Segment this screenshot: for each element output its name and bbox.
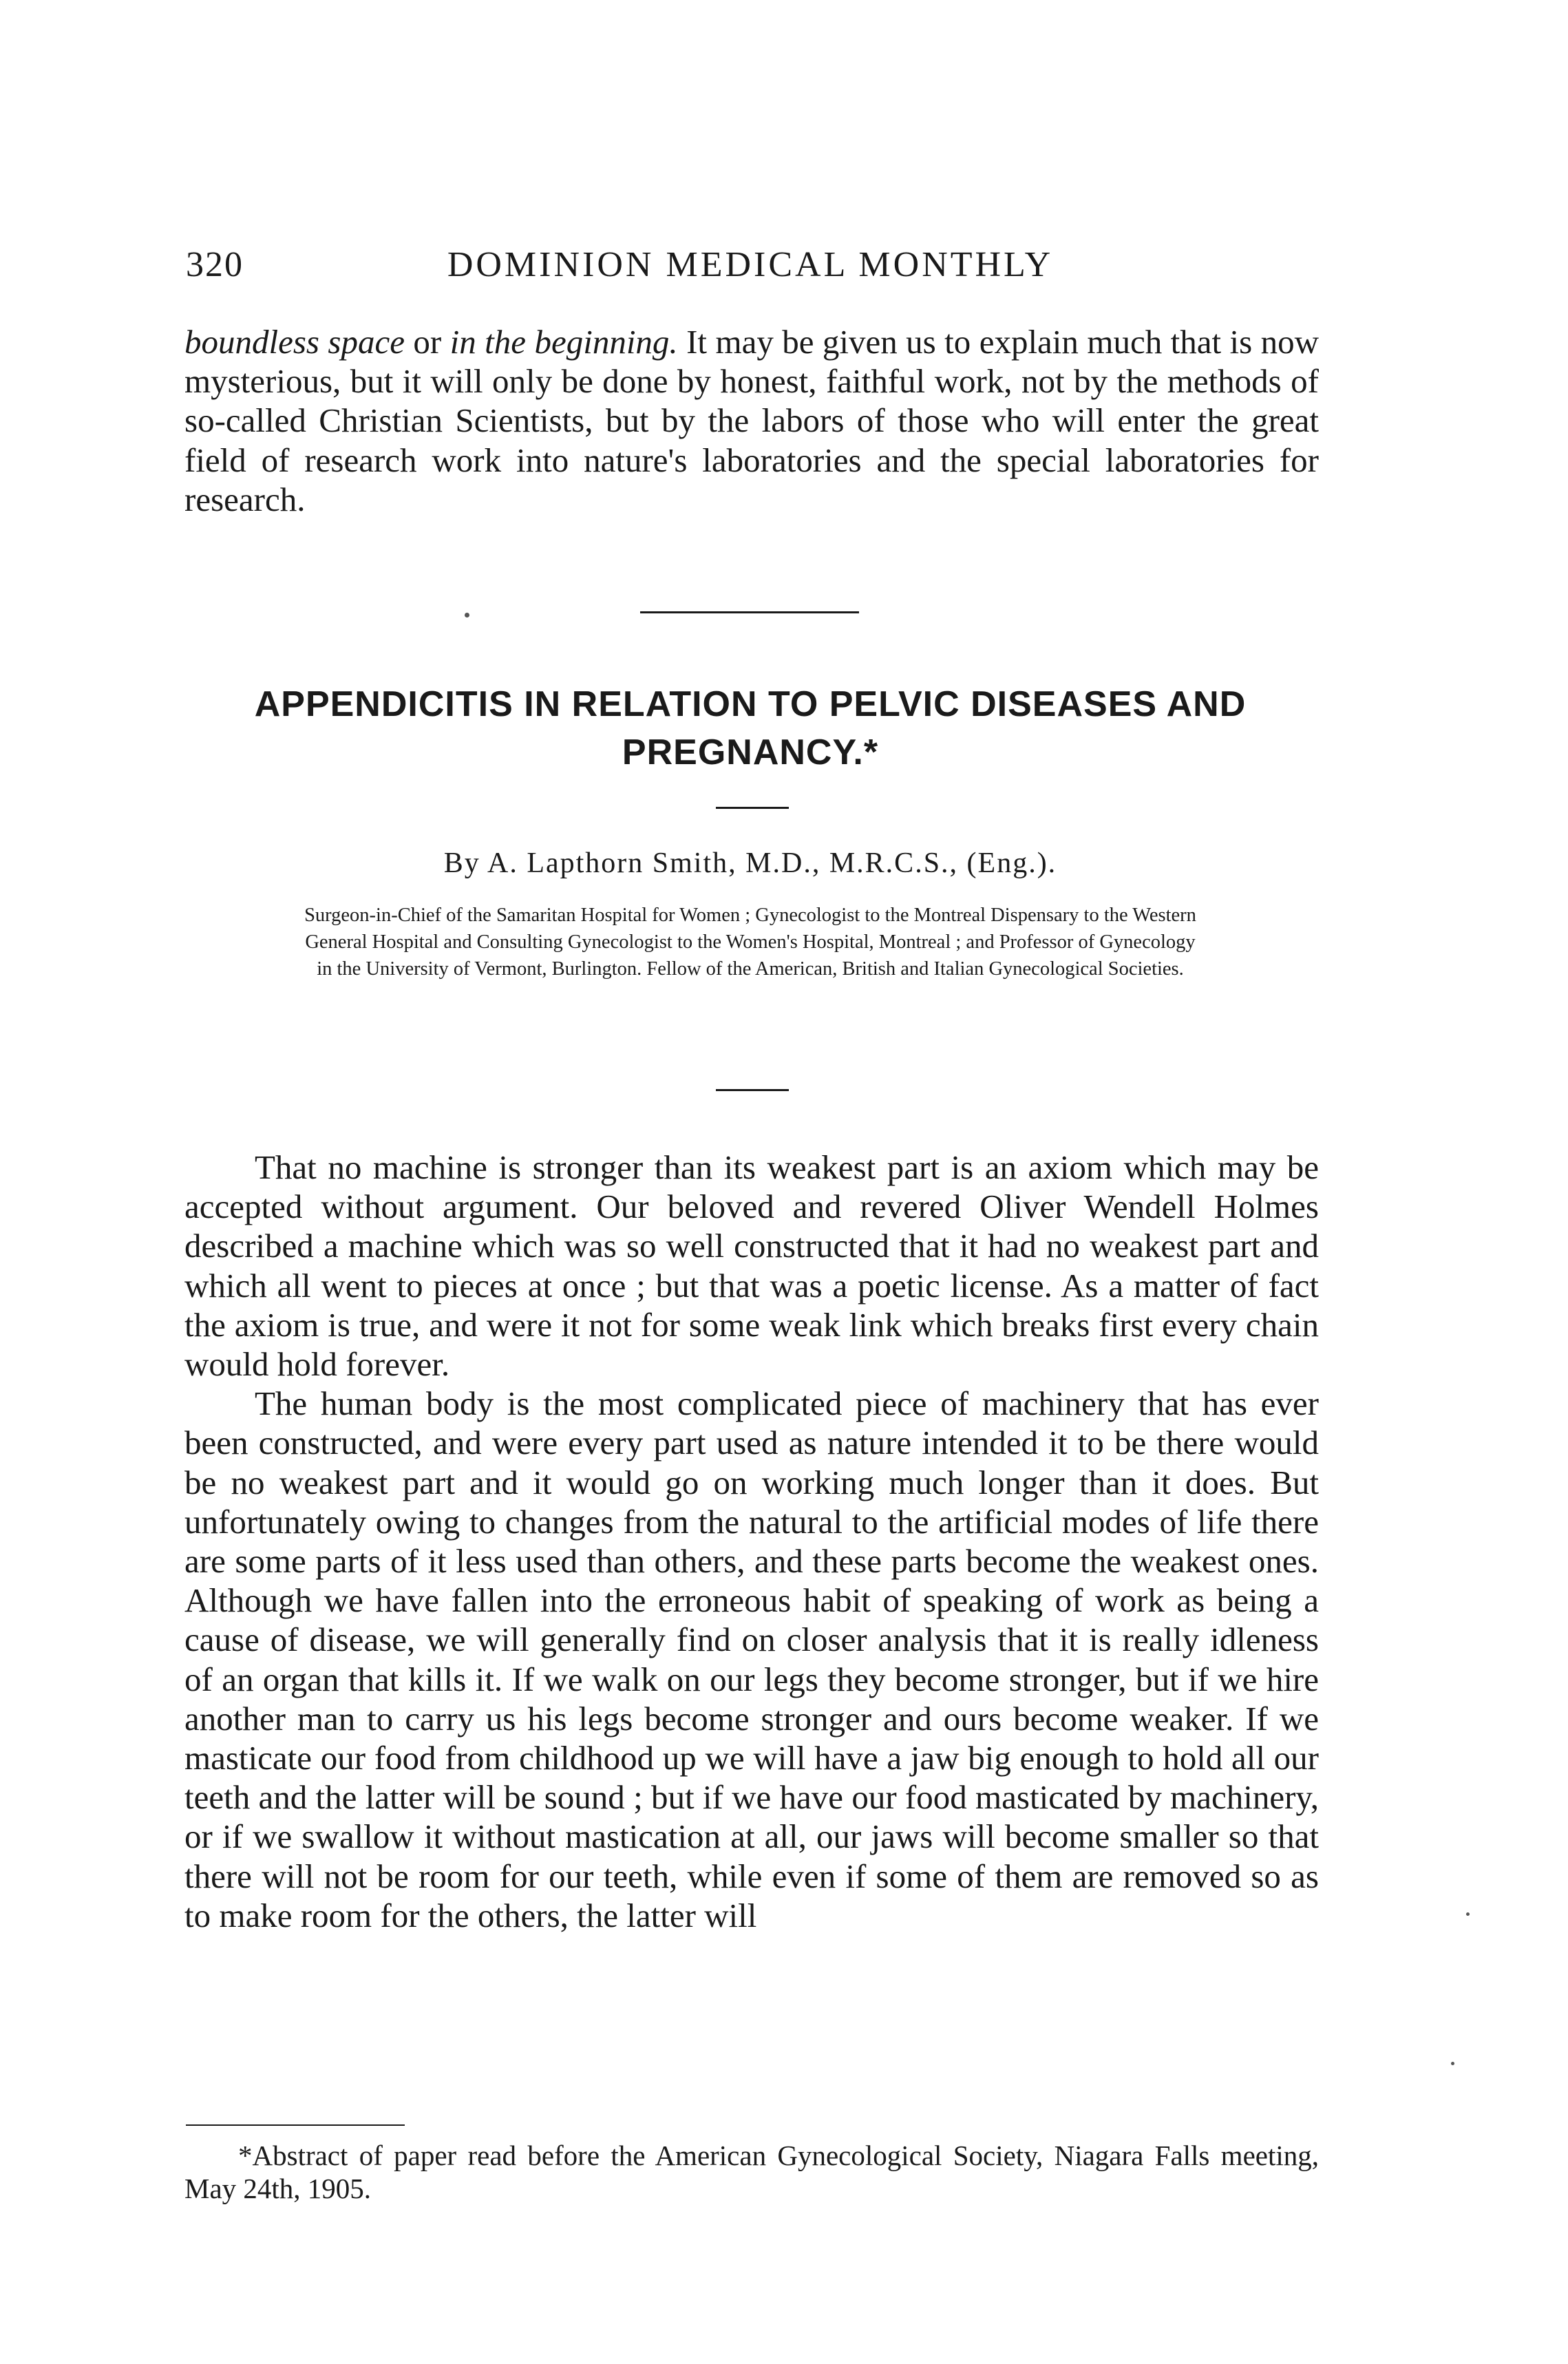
footnote: *Abstract of paper read before the American Gynecological Society, Niagara Falls meeting, May 24th, 1905. bbox=[184, 2140, 1319, 2204]
previous-article-body: It may be given us to explain much that is now mysterious, but it will only be done by honest, faithful work, not by the methods of so-called Christian Scientists, but by the labors of those who will enter the great field of research work into nature's laboratories and the special laboratories for research. bbox=[184, 323, 1319, 518]
previous-article-text bbox=[184, 322, 1319, 519]
italic-phrase-1: boundless space bbox=[184, 323, 405, 361]
previous-article-paragraph bbox=[184, 322, 1319, 519]
margin-mark-1 bbox=[1466, 1912, 1470, 1916]
body-paragraph-2: The human body is the most complicated piece of machinery that has ever been constructed, and were every part used as nature intended it to be there would be no weakest part and it would go on working much longer than it does. But unfortunately owing to changes from the natural to the artificial modes of life there are some parts of it less used than others, and these parts become the weakest ones. Although we have fallen into the erroneous habit of speaking of work as being a cause of disease, we will generally find on closer analysis that it is really idleness of an organ that kills it. If we walk on our legs they become stronger, but if we hire another man to carry us his legs become stronger and ours become weaker. If we masticate our food from childhood up we will have a jaw big enough to hold all our teeth and the latter will be sound ; but if we have our food masticated by machinery, or if we swallow it without mastication at all, our jaws will become smaller so that there will not be room for our teeth, while even if some of them are removed so as to make room for the others, the latter will bbox=[184, 1384, 1319, 1934]
page-number: 320 bbox=[186, 245, 244, 284]
stray-dot-mark bbox=[465, 613, 469, 618]
body-paragraph-1: That no machine is stronger than its weakest part is an axiom which may be accepted without argument. Our beloved and revered Oliver Wendell Holmes described a machine which was so well constructed that it had no weakest part and which all went to pieces at once ; but that was a poetic license. As a matter of fact the axiom is true, and were it not for some weak link which breaks first every chain would hold forever. bbox=[184, 1148, 1319, 1384]
margin-mark-2 bbox=[1451, 2062, 1454, 2065]
article-body bbox=[184, 1148, 1319, 1935]
byline-divider-rule bbox=[716, 1089, 789, 1091]
author-affiliation: Surgeon-in-Chief of the Samaritan Hospital for Women ; Gynecologist to the Montreal Dispensary to the Western General Hospital and Consulting Gynecologist to the Women's Hospital, Montreal ; and Professor of Gynecology in the University of Vermont, Burlington. Fellow of the American, British and Italian Gynecological Societies. bbox=[304, 905, 1196, 980]
article-title: APPENDICITIS IN RELATION TO PELVIC DISEASES AND PREGNANCY.* bbox=[254, 684, 1247, 772]
connector-text: or bbox=[404, 323, 450, 361]
journal-title: DOMINION MEDICAL MONTHLY bbox=[447, 245, 1054, 284]
title-divider-rule bbox=[716, 807, 789, 809]
section-divider-rule bbox=[640, 611, 859, 613]
running-head bbox=[186, 244, 1315, 293]
italic-phrase-2: in the beginning. bbox=[449, 323, 678, 361]
footnote-rule bbox=[186, 2124, 405, 2126]
article-byline: By A. Lapthorn Smith, M.D., M.R.C.S., (Eng.). bbox=[443, 847, 1057, 879]
